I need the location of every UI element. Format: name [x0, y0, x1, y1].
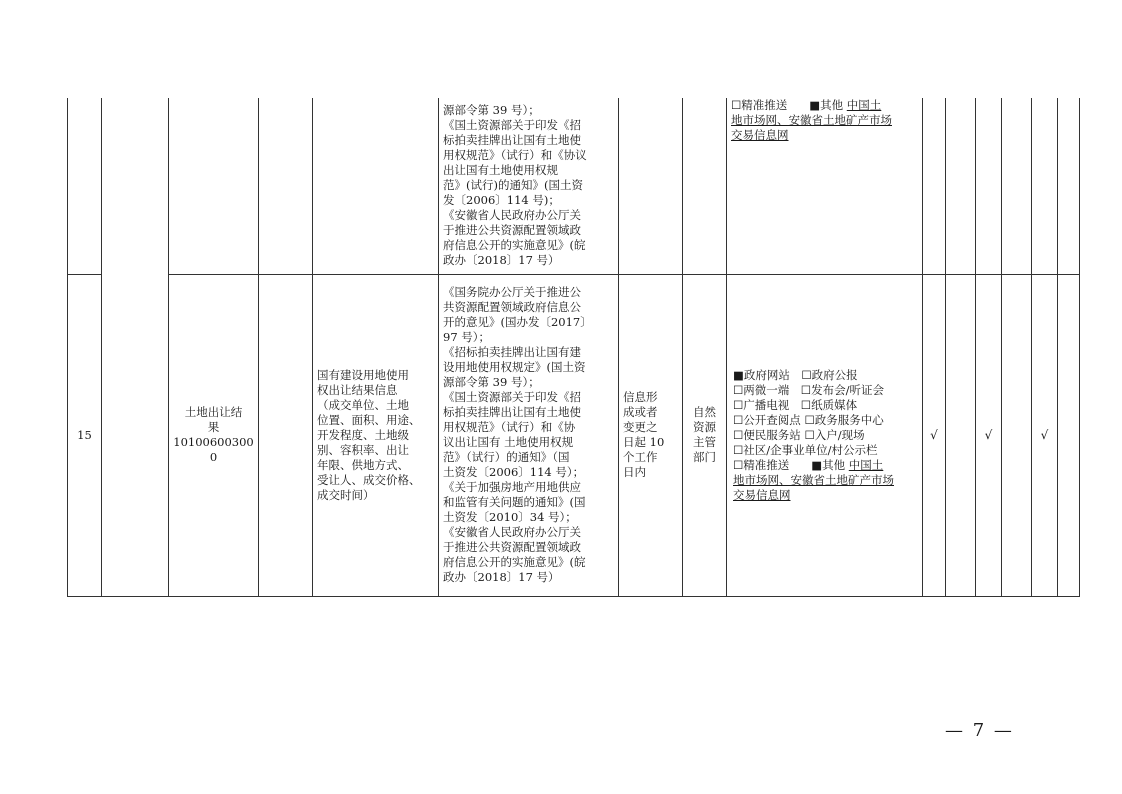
channel-other: ■其他 [809, 98, 844, 112]
item-name: 果 [207, 420, 220, 434]
basis-line: 用权规范》（试行）和《协 [443, 420, 576, 434]
channel-cell [727, 98, 923, 274]
basis-line: 土资发〔2010〕34 号）； [443, 510, 577, 524]
basis-line: 《招标拍卖挂牌出让国有建 [443, 345, 581, 359]
content-line: 成交时间） [317, 487, 375, 502]
check-cell [1058, 98, 1080, 274]
channel-site-text: 中国土 [848, 457, 884, 472]
basis-line: 设用地使用权规定》(国土资 [443, 360, 586, 374]
item-code: 10100600300 [173, 435, 254, 449]
channel-line [731, 98, 918, 113]
content-line: 权出让结果信息 [317, 382, 398, 397]
channel-line: ☐公开查阅点 ☐政务服务中心 [733, 412, 884, 427]
basis-cell [439, 274, 619, 596]
basis-line: 《安徽省人民政府办公厅关 [443, 525, 581, 539]
channel-other: ■其他 [811, 457, 846, 472]
subject-line: 主管 [693, 435, 716, 449]
basis-line: 范》(试行)的通知》(国土资 [443, 178, 583, 193]
check-cell [946, 98, 976, 274]
channel-site-text: 地市场网、安徽省土地矿产市场 [733, 472, 894, 487]
time-limit-line: 信息形 [623, 390, 658, 404]
channel-precise-push: ☐精准推送 [731, 98, 788, 112]
check-cell [976, 98, 1002, 274]
subject-line: 自然 [693, 405, 716, 419]
basis-line: 于推进公共资源配置领域政 [443, 540, 581, 554]
basis-line: 范》（试行）的通知》（国 [443, 450, 570, 464]
basis-line: 97 号）； [443, 330, 491, 344]
check-cell [1058, 274, 1080, 596]
channel-site-text: 交易信息网 [731, 128, 789, 142]
channel-precise-push: ☐精准推送 [733, 457, 790, 472]
check-cell [1002, 274, 1032, 596]
basis-line: 开的意见》(国办发〔2017〕 [443, 315, 592, 329]
time-limit-cell [619, 98, 683, 274]
sub-item-cell [259, 274, 313, 596]
content-line: 别、容积率、出让 [317, 442, 409, 457]
basis-line: 《国土资源部关于印发《招 [443, 390, 581, 404]
basis-line: 发〔2006〕114 号)； [443, 193, 560, 208]
sub-item-cell [259, 98, 313, 274]
page-number: — 7 — [945, 720, 1014, 741]
content-line: 开发程度、土地级 [317, 427, 409, 442]
item-cell [169, 98, 259, 274]
time-limit-line: 日起 10 [623, 435, 665, 449]
channel-line [733, 458, 918, 473]
row-number: 15 [68, 274, 102, 596]
channel-line: ■政府网站 ☐政府公报 [733, 367, 858, 382]
basis-line: 土资发〔2006〕114 号）； [443, 465, 585, 479]
content-line: （成交单位、土地 [317, 397, 409, 412]
basis-line: 政办〔2018〕17 号） [443, 253, 560, 268]
basis-line: 政办〔2018〕17 号） [443, 570, 560, 584]
check-cell [923, 98, 946, 274]
basis-line: 府信息公开的实施意见》(皖 [443, 238, 586, 253]
channel-line: ☐广播电视 ☐纸质媒体 [733, 397, 858, 412]
item-code: 0 [209, 450, 218, 464]
check-cell [946, 274, 976, 596]
content-cell [313, 98, 439, 274]
table-row [68, 98, 1080, 274]
check-cell: √ [976, 274, 1002, 596]
content-cell [313, 274, 439, 596]
subject-line: 部门 [693, 450, 716, 464]
item-name: 土地出让结 [184, 405, 243, 419]
time-limit-line: 成或者 [623, 405, 658, 419]
basis-line: 共资源配置领域政府信息公 [443, 300, 581, 314]
channel-site-text: 中国土 [846, 98, 882, 112]
channel-site-text: 交易信息网 [733, 487, 791, 502]
check-cell: √ [923, 274, 946, 596]
content-line: 国有建设用地使用 [317, 367, 409, 382]
basis-line: 于推进公共资源配置领域政 [443, 223, 581, 238]
subject-line: 资源 [693, 420, 716, 434]
check-cell [1002, 98, 1032, 274]
table-row [68, 274, 1080, 596]
content-line: 年限、供地方式、 [317, 457, 409, 472]
subject-cell [683, 274, 727, 596]
basis-line: 府信息公开的实施意见》(皖 [443, 555, 586, 569]
basis-line: 《关于加强房地产用地供应 [443, 480, 581, 494]
basis-line: 用权规范》（试行）和《协议 [443, 148, 587, 163]
channel-line: ☐两微一端 ☐发布会/听证会 [733, 382, 884, 397]
channel-cell [727, 274, 923, 596]
number-cell [68, 98, 102, 274]
item-name-cell [169, 274, 259, 596]
basis-line: 《国土资源部关于印发《招 [443, 118, 581, 133]
time-limit-line: 个工作 [623, 450, 658, 464]
channel-line: ☐社区/企事业单位/村公示栏 [733, 442, 878, 457]
basis-line: 议出让国有 土地使用权规 [443, 435, 574, 449]
basis-line: 《安徽省人民政府办公厅关 [443, 208, 581, 223]
check-cell [1032, 98, 1058, 274]
disclosure-table [67, 98, 1080, 597]
time-limit-line: 变更之 [623, 420, 658, 434]
content-line: 位置、面积、用途、 [317, 412, 421, 427]
basis-line: 和监管有关问题的通知》(国 [443, 495, 586, 509]
subject-cell [683, 98, 727, 274]
basis-line: 出让国有土地使用权规 [443, 163, 558, 178]
basis-line: 标拍卖挂牌出让国有土地使 [443, 405, 581, 419]
basis-line: 源部令第 39 号）； [443, 103, 540, 118]
check-cell: √ [1032, 274, 1058, 596]
basis-line: 标拍卖挂牌出让国有土地使 [443, 133, 581, 148]
basis-cell [439, 98, 619, 274]
content-line: 受让人、成交价格、 [317, 472, 421, 487]
basis-line: 《国务院办公厅关于推进公 [443, 285, 581, 299]
channel-line: ☐便民服务站 ☐入户/现场 [733, 427, 865, 442]
category-cell [102, 98, 169, 596]
time-limit-cell [619, 274, 683, 596]
time-limit-line: 日内 [623, 465, 646, 479]
channel-site-text: 地市场网、安徽省土地矿产市场 [731, 113, 892, 127]
basis-line: 源部令第 39 号）； [443, 375, 540, 389]
